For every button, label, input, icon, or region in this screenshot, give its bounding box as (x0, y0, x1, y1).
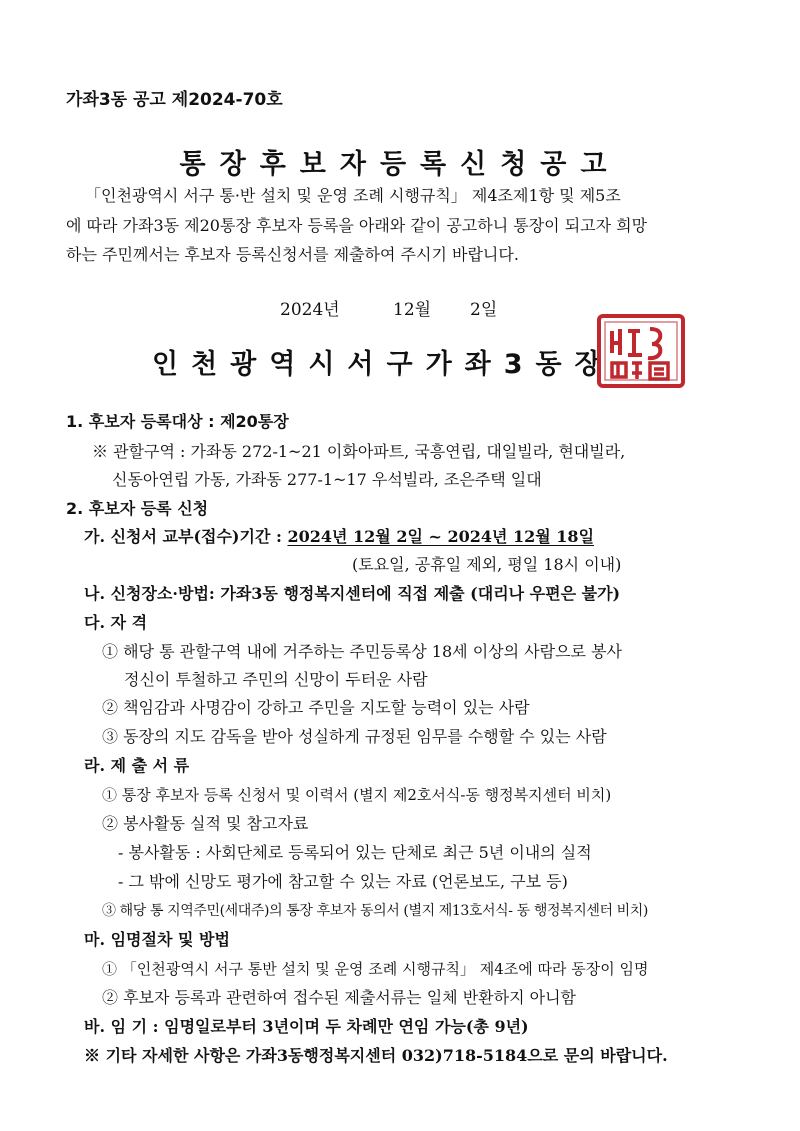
qualification-item-2: ② 책임감과 사명감이 강하고 주민을 지도할 능력이 있는 사람 (102, 698, 530, 717)
documents-item-2: ② 봉사활동 실적 및 참고자료 (102, 814, 309, 833)
documents-item-2-sub-1: - 봉사활동 : 사회단체로 등록되어 있는 단체로 최근 5년 이내의 실적 (118, 843, 592, 862)
intro-line-3: 하는 주민께서는 후보자 등록신청서를 제출하여 주시기 바랍니다. (66, 245, 519, 264)
notice-title: 통장후보자등록신청공고 (179, 149, 621, 180)
section1-heading: 1. 후보자 등록대상 : 제20통장 (66, 412, 289, 431)
appointment-item-1: ① 「인천광역시 서구 통반 설치 및 운영 조례 시행규칙」 제4조에 따라 동장이 임명 (102, 960, 649, 978)
section1-area-line-1: ※ 관할구역 : 가좌동 272-1~21 이화아파트, 국흥연립, 대일빌라, 현대빌라, (92, 442, 626, 461)
contact-footer: ※ 기타 자세한 사항은 가좌3동행정복지센터 032)718-5184으로 문의 바랍니다. (84, 1046, 668, 1065)
issuer-name: 인천광역시서구가좌3동장 (152, 349, 614, 380)
section1-area-line-2: 신동아연립 가동, 가좌동 277-1~17 우석빌라, 조은주택 일대 (112, 470, 542, 489)
appointment-item-2: ② 후보자 등록과 관련하여 접수된 제출서류는 일체 반환하지 아니함 (102, 988, 577, 1007)
intro-line-2: 에 따라 가좌3동 제20통장 후보자 등록을 아래와 같이 공고하니 통장이 되고자 희망 (66, 216, 648, 235)
date-day: 2일 (470, 300, 498, 320)
intro-line-1: 「인천광역시 서구 통·반 설치 및 운영 조례 시행규칙」 제4조제1항 및 제5조 (85, 186, 621, 205)
notice-number: 가좌3동 공고 제2024-70호 (66, 90, 283, 110)
application-period-note: (토요일, 공휴일 제외, 평일 18시 이내) (352, 555, 622, 574)
qualification-heading: 다. 자 격 (84, 613, 148, 632)
documents-item-1: ① 통장 후보자 등록 신청서 및 이력서 (별지 제2호서식-동 행정복지센터 비치) (102, 786, 612, 804)
term-of-office: 바. 임 기 : 임명일로부터 3년이며 두 차례만 연임 가능(총 9년) (84, 1017, 529, 1036)
date-year: 2024년 (280, 300, 340, 320)
documents-heading: 라. 제 출 서 류 (84, 756, 190, 775)
qualification-item-1: ① 해당 통 관할구역 내에 거주하는 주민등록상 18세 이상의 사람으로 봉사 (102, 642, 622, 661)
official-seal-icon (596, 313, 686, 389)
qualification-item-3: ③ 동장의 지도 감독을 받아 성실하게 규정된 임무를 수행할 수 있는 사람 (102, 727, 607, 746)
appointment-heading: 마. 임명절차 및 방법 (84, 930, 230, 949)
qualification-item-1-cont: 정신이 투철하고 주민의 신망이 두터운 사람 (124, 670, 428, 689)
date-month: 12월 (393, 300, 432, 320)
section2-heading: 2. 후보자 등록 신청 (66, 499, 209, 518)
application-period (84, 527, 594, 547)
application-period-dates: 2024년 12월 2일 ~ 2024년 12월 18일 (287, 527, 595, 546)
application-place: 나. 신청장소·방법: 가좌3동 행정복지센터에 직접 제출 (대리나 우편은 불가) (84, 584, 621, 603)
application-period-label: 가. 신청서 교부(접수)기간 : (84, 527, 288, 546)
documents-item-3: ③ 해당 통 지역주민(세대주)의 통장 후보자 동의서 (별지 제13호서식- 동 행정복지센터 비치) (102, 903, 648, 919)
documents-item-2-sub-2: - 그 밖에 신망도 평가에 참고할 수 있는 자료 (언론보도, 구보 등) (118, 872, 568, 891)
